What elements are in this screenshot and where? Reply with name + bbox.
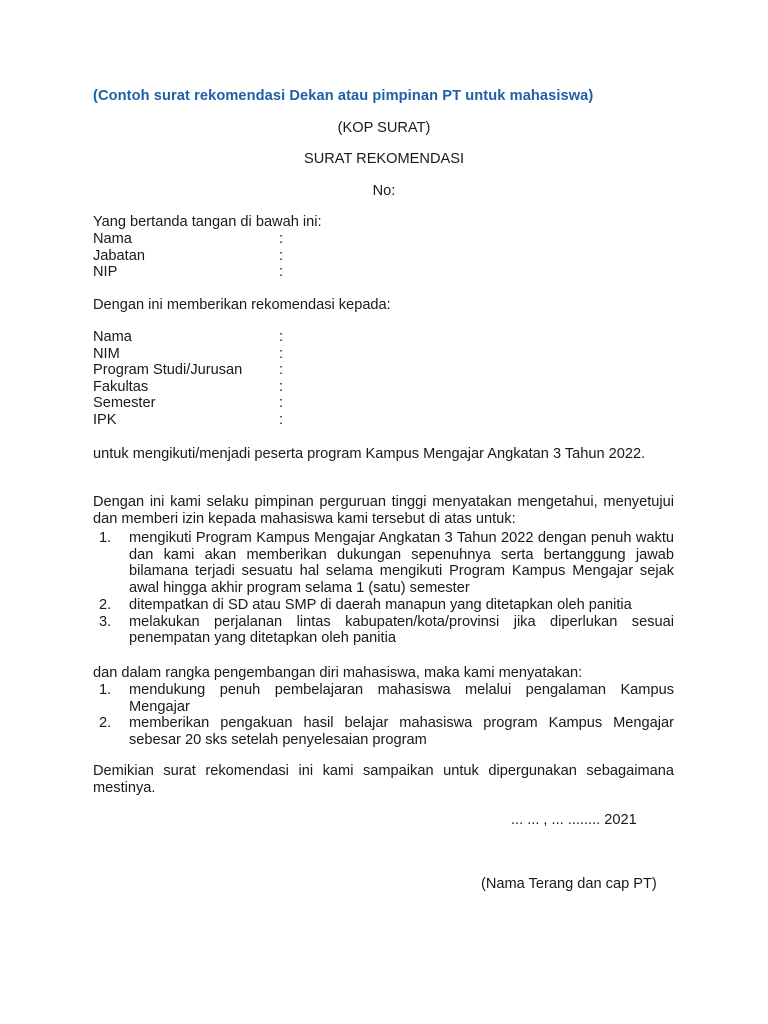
field-label: NIP — [93, 264, 118, 281]
student-field-row — [93, 395, 289, 412]
field-label: NIM — [93, 345, 120, 362]
program-paragraph: untuk mengikuti/menjadi peserta program Kampus Mengajar Angkatan 3 Tahun 2022. — [93, 446, 646, 462]
signer-field-row — [93, 264, 289, 281]
field-label: Program Studi/Jurusan — [93, 362, 243, 379]
field-label: Nama — [93, 231, 132, 247]
list-text: memberikan pengakuan hasil belajar mahasiswa program Kampus Mengajar sebesar 20 sks setelah penyelesaian program — [129, 715, 674, 749]
list-item — [93, 682, 674, 715]
field-colon: : — [279, 329, 284, 345]
field-colon: : — [279, 345, 284, 362]
student-field-row — [93, 346, 289, 363]
example-title: (Contoh surat rekomendasi Dekan atau pimpinan PT untuk mahasiswa) — [93, 88, 594, 104]
development-list — [93, 682, 674, 749]
field-colon: : — [279, 362, 284, 379]
list-text: mendukung penuh pembelajaran mahasiswa melalui pengalaman Kampus Mengajar — [129, 682, 674, 715]
student-field-row — [93, 329, 289, 346]
field-colon: : — [279, 247, 284, 264]
closing-paragraph: Demikian surat rekomendasi ini kami sampaikan untuk dipergunakan sebagaimana mestinya. — [93, 763, 674, 796]
list-number: 1. — [99, 530, 112, 546]
list-number: 1. — [99, 682, 112, 698]
list-text: mengikuti Program Kampus Mengajar Angkatan 3 Tahun 2022 dengan penuh waktu dan kami akan memberikan dukungan sepenuhnya serta bertanggung jawab bilamana terjadi sesuatu hal selama mengikuti Program Kampus Mengajar sejak awal hingga akhir program selama 1 (satu) semester — [129, 530, 674, 597]
signer-intro: Yang bertanda tangan di bawah ini: — [93, 214, 322, 230]
field-label: Jabatan — [93, 247, 145, 264]
list-text: ditempatkan di SD atau SMP di daerah manapun yang ditetapkan oleh panitia — [129, 596, 632, 613]
list-item — [93, 530, 674, 597]
letterhead-placeholder: (KOP SURAT) — [337, 120, 431, 136]
field-label: Fakultas — [93, 378, 149, 395]
field-colon: : — [279, 378, 284, 395]
student-field-row — [93, 379, 289, 396]
list-number: 2. — [99, 715, 112, 732]
recommend-intro: Dengan ini memberikan rekomendasi kepada: — [93, 297, 391, 313]
letter-number: No: — [372, 183, 396, 199]
student-field-row — [93, 412, 289, 429]
field-colon: : — [279, 264, 284, 281]
date-line: ... ... , ... ........ 2021 — [511, 812, 637, 828]
list-number: 2. — [99, 596, 112, 613]
student-fields — [93, 329, 289, 429]
field-label: IPK — [93, 411, 117, 428]
letter-title: SURAT REKOMENDASI — [303, 151, 465, 167]
signer-field-row — [93, 248, 289, 265]
list-item — [93, 715, 674, 748]
field-colon: : — [279, 231, 284, 247]
list-number: 3. — [99, 613, 112, 630]
list-text: melakukan perjalanan lintas kabupaten/kota/provinsi jika diperlukan sesuai penempatan yang ditetapkan oleh panitia — [129, 613, 674, 647]
signer-field-row — [93, 231, 289, 248]
development-paragraph: dan dalam rangka pengembangan diri mahasiswa, maka kami menyatakan: — [93, 665, 583, 681]
student-field-row — [93, 362, 289, 379]
field-colon: : — [279, 395, 284, 412]
signature-line: (Nama Terang dan cap PT) — [481, 876, 657, 892]
consent-paragraph: Dengan ini kami selaku pimpinan perguruan tinggi menyatakan mengetahui, menyetujui dan memberi izin kepada mahasiswa kami tersebut di atas untuk: — [93, 494, 674, 527]
signer-fields — [93, 231, 289, 281]
list-item — [93, 597, 674, 614]
field-label: Semester — [93, 395, 156, 412]
consent-list — [93, 530, 674, 647]
field-colon: : — [279, 411, 284, 428]
list-item — [93, 614, 674, 647]
field-label: Nama — [93, 329, 132, 345]
